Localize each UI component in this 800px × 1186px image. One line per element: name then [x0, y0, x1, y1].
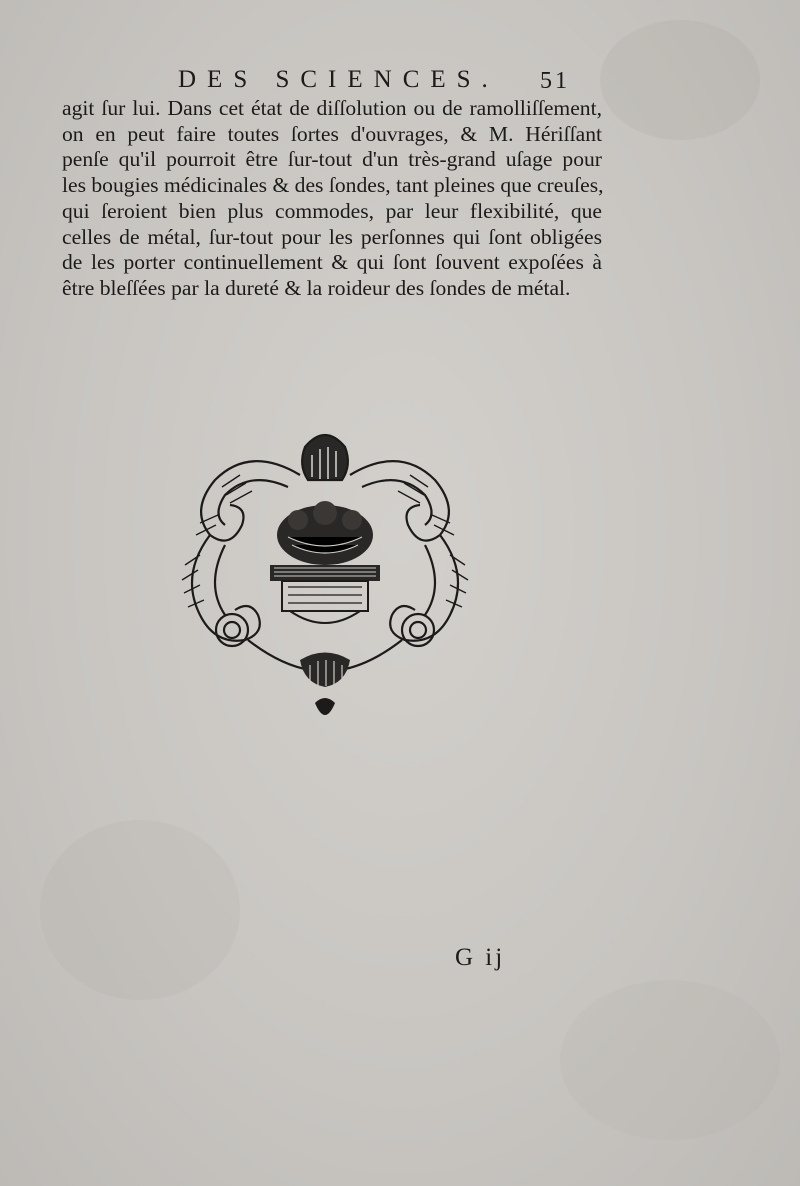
- ornamental-vignette: [170, 425, 480, 725]
- text-line: de les porter continuellement & qui ſont ſouvent expoſées à: [62, 250, 602, 275]
- paper-stain: [560, 980, 780, 1140]
- running-header: [0, 66, 800, 100]
- signature-mark: G ij: [455, 944, 506, 971]
- paper-stain: [40, 820, 240, 1000]
- text-line: celles de métal, ſur-tout pour les perſonnes qui ſont obligées: [62, 224, 602, 249]
- text-line: qui ſeroient bien plus commodes, par leur flexibilité, que: [62, 198, 602, 223]
- text-line: agit ſur lui. Dans cet état de diſſolution ou de ramolliſſement,: [62, 96, 602, 120]
- text-line: être bleſſées par la dureté & la roideur des ſondes de métal.: [62, 275, 571, 300]
- text-line: on en peut faire toutes ſortes d'ouvrages, & M. Hériſſant: [62, 121, 602, 146]
- page-number: 51: [540, 68, 570, 94]
- running-title: DES SCIENCES.: [178, 66, 499, 93]
- text-line: les bougies médicinales & des ſondes, tant pleines que creuſes,: [62, 173, 604, 198]
- body-paragraph: [62, 96, 602, 302]
- text-line: penſe qu'il pourroit être ſur-tout d'un très-grand uſage pour: [62, 147, 602, 172]
